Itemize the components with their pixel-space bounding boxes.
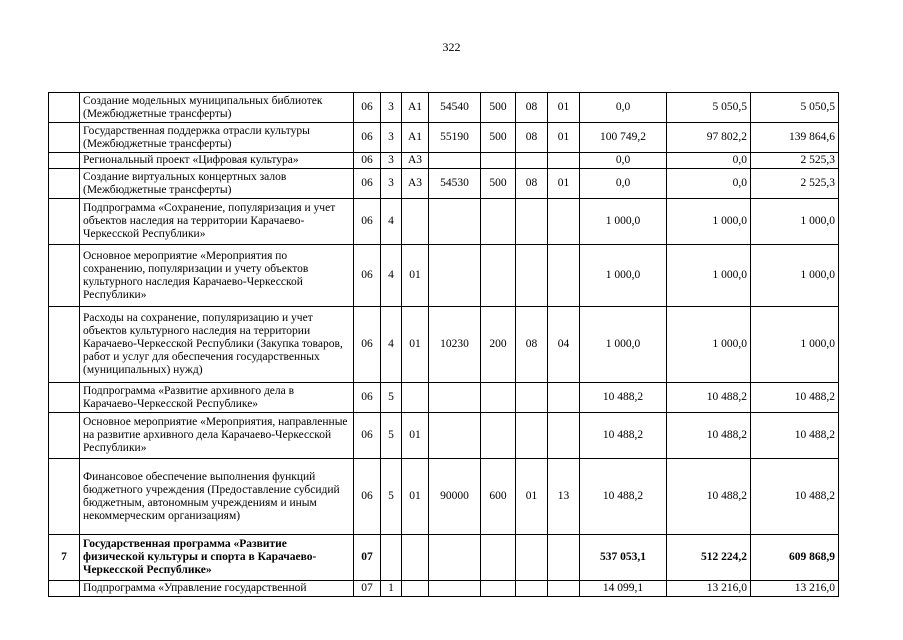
table-row <box>49 383 839 413</box>
expense-type-cell: 200 <box>481 307 516 383</box>
subprogram-code-cell: 4 <box>381 245 402 307</box>
table-row <box>49 153 839 169</box>
item-name-cell: Основное мероприятие «Мероприятия, направленные на развитие архивного дела Карачаево-Черкесской Республики» <box>80 413 354 459</box>
direction-code-cell <box>429 245 481 307</box>
subsection-code-cell <box>548 245 580 307</box>
page-number: 322 <box>442 40 461 54</box>
table-row <box>49 413 839 459</box>
section-code-cell <box>516 199 548 245</box>
row-number-cell <box>49 93 80 123</box>
event-code-cell: А1 <box>402 93 429 123</box>
expense-type-cell: 500 <box>481 93 516 123</box>
section-code-cell: 08 <box>516 123 548 153</box>
event-code-cell <box>402 535 429 581</box>
table-row <box>49 459 839 535</box>
amount-year-2-cell: 5 050,5 <box>667 93 751 123</box>
subprogram-code-cell: 3 <box>381 153 402 169</box>
expense-type-cell: 600 <box>481 459 516 535</box>
program-code-cell: 06 <box>354 153 381 169</box>
amount-year-2-cell: 1 000,0 <box>667 245 751 307</box>
row-number-cell <box>49 459 80 535</box>
subprogram-code-cell: 3 <box>381 169 402 199</box>
amount-year-3-cell: 1 000,0 <box>751 199 839 245</box>
row-number-cell <box>49 245 80 307</box>
amount-year-3-cell: 609 868,9 <box>751 535 839 581</box>
program-code-cell: 06 <box>354 169 381 199</box>
subprogram-code-cell: 4 <box>381 307 402 383</box>
section-code-cell <box>516 383 548 413</box>
amount-year-2-cell: 512 224,2 <box>667 535 751 581</box>
amount-year-1-cell: 0,0 <box>580 153 667 169</box>
section-code-cell <box>516 535 548 581</box>
amount-year-2-cell: 10 488,2 <box>667 383 751 413</box>
section-code-cell <box>516 581 548 597</box>
amount-year-1-cell: 1 000,0 <box>580 199 667 245</box>
amount-year-1-cell: 1 000,0 <box>580 307 667 383</box>
section-code-cell <box>516 245 548 307</box>
subprogram-code-cell: 3 <box>381 123 402 153</box>
event-code-cell <box>402 581 429 597</box>
amount-year-2-cell: 97 802,2 <box>667 123 751 153</box>
event-code-cell: 01 <box>402 307 429 383</box>
direction-code-cell: 54530 <box>429 169 481 199</box>
row-number-cell <box>49 307 80 383</box>
amount-year-2-cell: 10 488,2 <box>667 413 751 459</box>
direction-code-cell <box>429 153 481 169</box>
amount-year-3-cell: 10 488,2 <box>751 413 839 459</box>
subsection-code-cell <box>548 413 580 459</box>
amount-year-3-cell: 1 000,0 <box>751 307 839 383</box>
amount-year-2-cell: 10 488,2 <box>667 459 751 535</box>
subsection-code-cell: 01 <box>548 169 580 199</box>
subsection-code-cell <box>548 581 580 597</box>
direction-code-cell <box>429 581 481 597</box>
amount-year-2-cell: 1 000,0 <box>667 307 751 383</box>
event-code-cell: 01 <box>402 459 429 535</box>
direction-code-cell: 54540 <box>429 93 481 123</box>
item-name-cell: Государственная поддержка отрасли культуры (Межбюджетные трансферты) <box>80 123 354 153</box>
expense-type-cell <box>481 245 516 307</box>
row-number-cell <box>49 153 80 169</box>
program-code-cell: 06 <box>354 459 381 535</box>
table-row <box>49 581 839 597</box>
subsection-code-cell <box>548 153 580 169</box>
row-number-cell <box>49 169 80 199</box>
table-row <box>49 123 839 153</box>
item-name-cell: Подпрограмма «Сохранение, популяризация и учет объектов наследия на территории Карачаево-Черкесской Республики» <box>80 199 354 245</box>
subprogram-code-cell: 5 <box>381 383 402 413</box>
subprogram-code-cell: 4 <box>381 199 402 245</box>
amount-year-1-cell: 14 099,1 <box>580 581 667 597</box>
amount-year-3-cell: 5 050,5 <box>751 93 839 123</box>
subprogram-code-cell: 1 <box>381 581 402 597</box>
event-code-cell: 01 <box>402 245 429 307</box>
section-code-cell: 08 <box>516 169 548 199</box>
section-code-cell <box>516 153 548 169</box>
event-code-cell: А3 <box>402 153 429 169</box>
event-code-cell: А1 <box>402 123 429 153</box>
table-row <box>49 307 839 383</box>
program-code-cell: 06 <box>354 383 381 413</box>
program-code-cell: 06 <box>354 307 381 383</box>
amount-year-1-cell: 10 488,2 <box>580 459 667 535</box>
program-code-cell: 06 <box>354 123 381 153</box>
expense-type-cell: 500 <box>481 169 516 199</box>
table-row <box>49 169 839 199</box>
amount-year-3-cell: 10 488,2 <box>751 459 839 535</box>
program-code-cell: 06 <box>354 199 381 245</box>
subprogram-code-cell: 5 <box>381 413 402 459</box>
amount-year-1-cell: 1 000,0 <box>580 245 667 307</box>
table-row <box>49 199 839 245</box>
amount-year-2-cell: 1 000,0 <box>667 199 751 245</box>
amount-year-3-cell: 139 864,6 <box>751 123 839 153</box>
amount-year-1-cell: 0,0 <box>580 169 667 199</box>
program-code-cell: 06 <box>354 413 381 459</box>
row-number-cell: 7 <box>49 535 80 581</box>
table-row <box>49 535 839 581</box>
expense-type-cell <box>481 413 516 459</box>
subprogram-code-cell: 3 <box>381 93 402 123</box>
section-code-cell: 08 <box>516 307 548 383</box>
amount-year-2-cell: 0,0 <box>667 153 751 169</box>
amount-year-1-cell: 537 053,1 <box>580 535 667 581</box>
item-name-cell: Создание модельных муниципальных библиотек (Межбюджетные трансферты) <box>80 93 354 123</box>
amount-year-3-cell: 13 216,0 <box>751 581 839 597</box>
item-name-cell: Подпрограмма «Управление государственной <box>80 581 354 597</box>
amount-year-3-cell: 10 488,2 <box>751 383 839 413</box>
expense-type-cell <box>481 581 516 597</box>
item-name-cell: Государственная программа «Развитие физической культуры и спорта в Карачаево-Черкесской Республике» <box>80 535 354 581</box>
direction-code-cell <box>429 535 481 581</box>
event-code-cell: А3 <box>402 169 429 199</box>
program-code-cell: 06 <box>354 93 381 123</box>
row-number-cell <box>49 413 80 459</box>
subprogram-code-cell: 5 <box>381 459 402 535</box>
subsection-code-cell <box>548 383 580 413</box>
expense-type-cell <box>481 199 516 245</box>
subprogram-code-cell <box>381 535 402 581</box>
subsection-code-cell <box>548 199 580 245</box>
direction-code-cell <box>429 413 481 459</box>
row-number-cell <box>49 581 80 597</box>
direction-code-cell <box>429 199 481 245</box>
expense-type-cell <box>481 153 516 169</box>
expense-type-cell <box>481 535 516 581</box>
direction-code-cell: 90000 <box>429 459 481 535</box>
item-name-cell: Финансовое обеспечение выполнения функций бюджетного учреждения (Предоставление субсидий бюджетным, автономным учреждениям и иным некоммерческим организациям) <box>80 459 354 535</box>
section-code-cell: 01 <box>516 459 548 535</box>
subsection-code-cell: 13 <box>548 459 580 535</box>
amount-year-3-cell: 1 000,0 <box>751 245 839 307</box>
budget-table <box>48 92 839 597</box>
program-code-cell: 07 <box>354 581 381 597</box>
expense-type-cell: 500 <box>481 123 516 153</box>
row-number-cell <box>49 123 80 153</box>
table-row <box>49 245 839 307</box>
subsection-code-cell: 01 <box>548 93 580 123</box>
program-code-cell: 07 <box>354 535 381 581</box>
direction-code-cell: 55190 <box>429 123 481 153</box>
expense-type-cell <box>481 383 516 413</box>
item-name-cell: Расходы на сохранение, популяризацию и учет объектов культурного наследия на территории Карачаево-Черкесской Республики (Закупка товаров, работ и услуг для обеспечения государственных (муниципальных) нужд) <box>80 307 354 383</box>
item-name-cell: Создание виртуальных концертных залов (Межбюджетные трансферты) <box>80 169 354 199</box>
row-number-cell <box>49 199 80 245</box>
event-code-cell: 01 <box>402 413 429 459</box>
section-code-cell <box>516 413 548 459</box>
amount-year-2-cell: 13 216,0 <box>667 581 751 597</box>
budget-table-body <box>49 93 839 597</box>
event-code-cell <box>402 383 429 413</box>
section-code-cell: 08 <box>516 93 548 123</box>
program-code-cell: 06 <box>354 245 381 307</box>
subsection-code-cell: 04 <box>548 307 580 383</box>
direction-code-cell: 10230 <box>429 307 481 383</box>
amount-year-1-cell: 100 749,2 <box>580 123 667 153</box>
item-name-cell: Региональный проект «Цифровая культура» <box>80 153 354 169</box>
table-row <box>49 93 839 123</box>
item-name-cell: Основное мероприятие «Мероприятия по сохранению, популяризации и учету объектов культурного наследия Карачаево-Черкесской Республики» <box>80 245 354 307</box>
amount-year-1-cell: 10 488,2 <box>580 413 667 459</box>
amount-year-1-cell: 10 488,2 <box>580 383 667 413</box>
amount-year-1-cell: 0,0 <box>580 93 667 123</box>
event-code-cell <box>402 199 429 245</box>
item-name-cell: Подпрограмма «Развитие архивного дела в Карачаево-Черкесской Республике» <box>80 383 354 413</box>
subsection-code-cell: 01 <box>548 123 580 153</box>
subsection-code-cell <box>548 535 580 581</box>
amount-year-3-cell: 2 525,3 <box>751 153 839 169</box>
amount-year-3-cell: 2 525,3 <box>751 169 839 199</box>
row-number-cell <box>49 383 80 413</box>
direction-code-cell <box>429 383 481 413</box>
amount-year-2-cell: 0,0 <box>667 169 751 199</box>
